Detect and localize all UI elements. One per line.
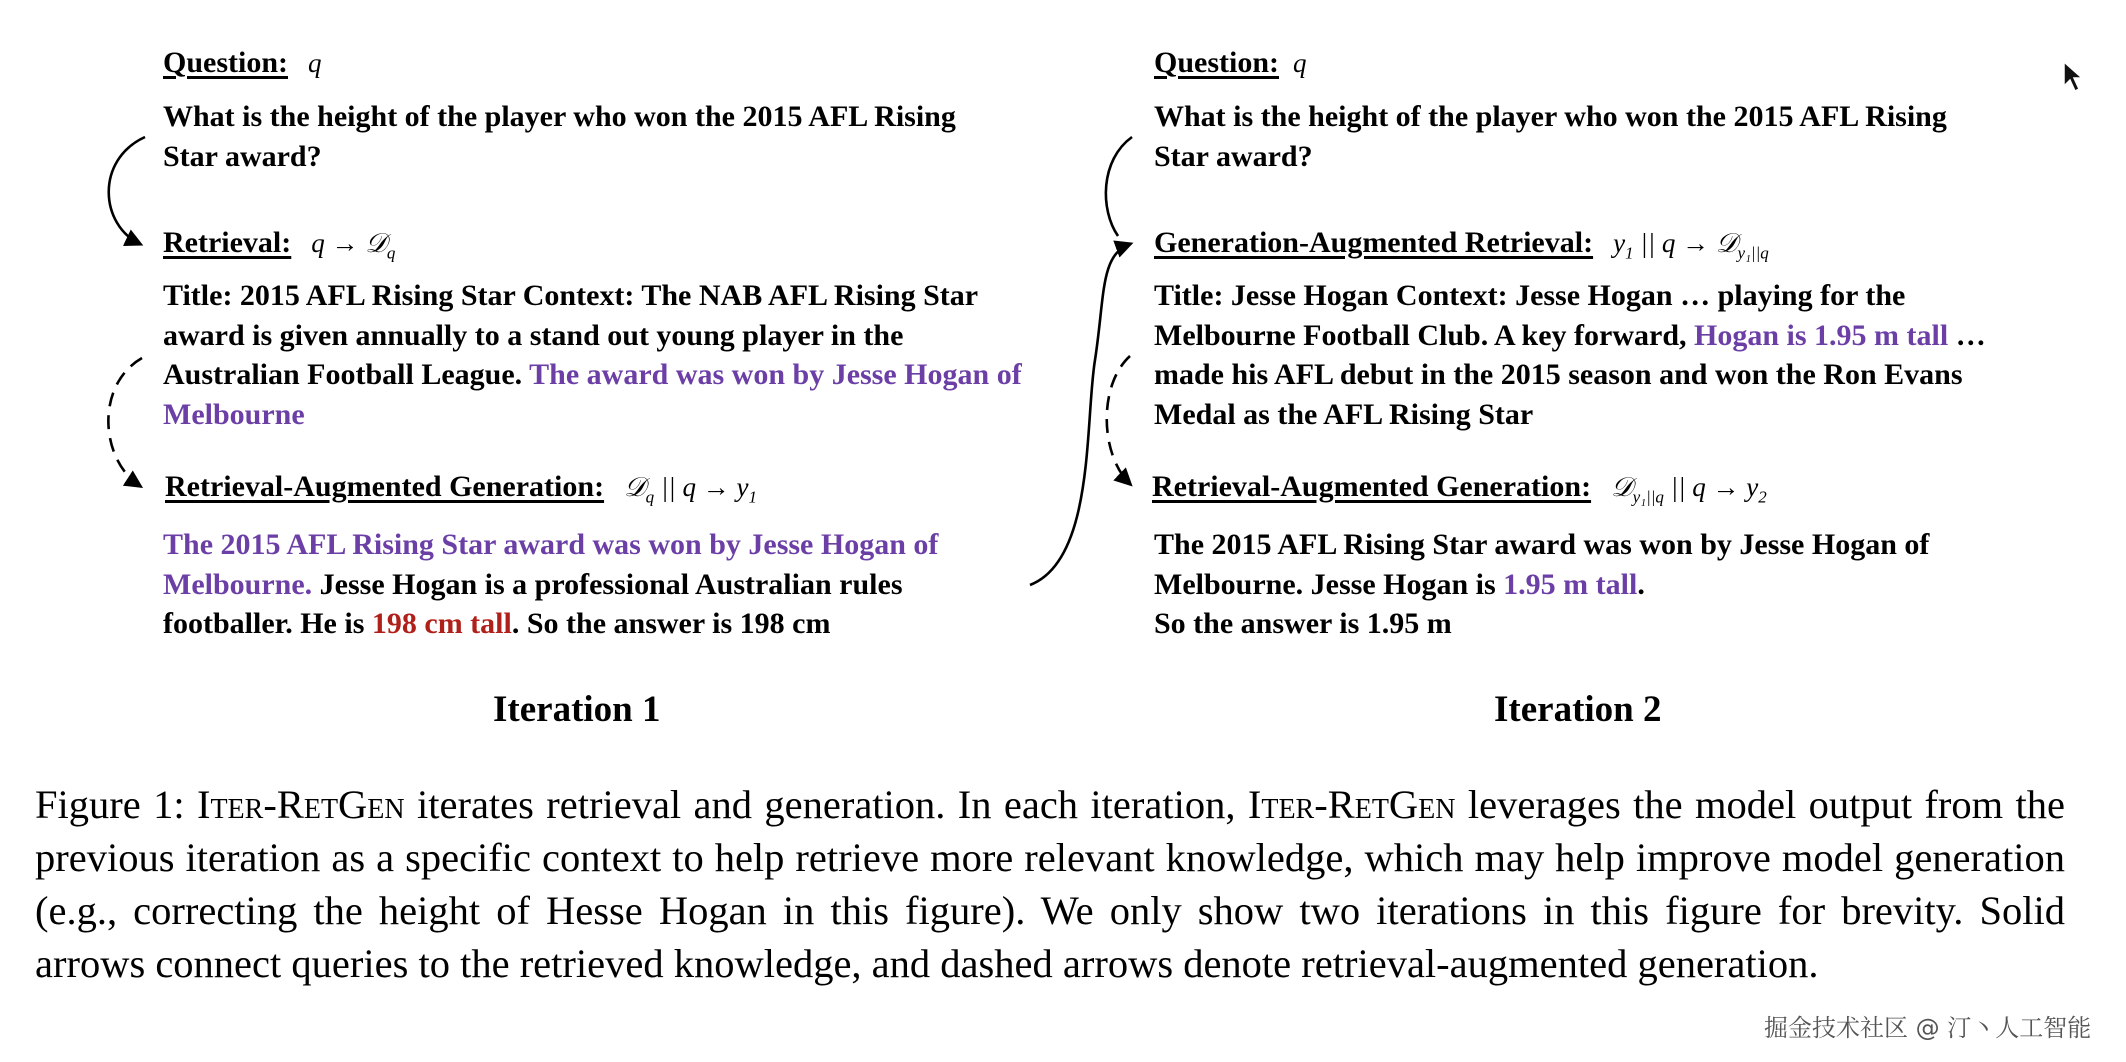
iter2-question-label: Question: [1154,46,1280,79]
iter1-solid-arrow [109,137,145,244]
iter2-dashed-arrow [1107,356,1130,484]
iter2-retrieval-formula: $y_1$ || q → 𝒟$_{y_1||q}$ [1613,228,1769,263]
iter2-generation-text: The 2015 AFL Rising Star award was won by Jesse Hogan of Melbourne. Jesse Hogan is 1.95 m tall. So the answer is 1.95 m [1154,528,1930,640]
iter1-retrieval-text: Title: 2015 AFL Rising Star Context: The NAB AFL Rising Star award is given annually to a stand out young player in the Australian Football League. The award was won by Jesse Hogan of Melbourne [163,279,1022,431]
watermark: 掘金技术社区 @ 汀丶人工智能 [1764,1014,2092,1042]
iter1-generation-label: Retrieval-Augmented Generation: [165,470,605,503]
iter2-question-text: What is the height of the player who won the 2015 AFL Rising Star award? [1154,100,1947,173]
iter1-retrieval-highlight: The award was won by Jesse Hogan of Melbourne [163,358,1022,431]
iter1-generation-highlight: The 2015 AFL Rising Star award was won by Jesse Hogan of Melbourne. [163,528,939,601]
cross-iteration-arrow [1030,244,1130,585]
iter2-question-symbol: q [1293,48,1307,78]
iter1-dashed-arrow [108,358,142,486]
iter2-title: Iteration 2 [1494,689,1662,730]
caption-method-name: Iter-RetGen [196,782,405,827]
iter1-question-text: What is the height of the player who won the 2015 AFL Rising Star award? [163,100,956,173]
iter1-question-label: Question: [163,46,289,79]
figure-caption: Figure 1: Iter-RetGen iterates retrieval and generation. In each iteration, Iter-RetGen leverages the model output from the previous iteration as a specific context to help retrieve more relevant knowledge, which may help improve model generation (e.g., correcting the height of Hesse Hogan in this figure). We only show two iterations in this figure for brevity. Solid arrows connect queries to the retrieved knowledge, and dashed arrows denote retrieval-augmented generation. [35,782,2065,986]
iter2-final-answer: So the answer is 1.95 m [1154,607,1452,640]
iter1-retrieval-formula: q → 𝒟$_q$ [311,228,396,263]
iter1-retrieval-label: Retrieval: [163,226,292,259]
caption-method-name: Iter-RetGen [1247,782,1456,827]
iter1-question-symbol: q [308,48,322,78]
iter1-generation-formula: 𝒟$_q$ || $q \to y_1$ [624,472,757,507]
iter1-title: Iteration 1 [493,689,661,730]
iter2-generation-label: Retrieval-Augmented Generation: [1152,470,1592,503]
iter2-retrieval-text: Title: Jesse Hogan Context: Jesse Hogan … playing for the Melbourne Football Club. A key forward, Hogan is 1.95 m tall … made his AFL debut in the 2015 season and won the Ron Evans Medal as the AFL Rising Star [1154,279,1986,431]
iter2-retrieval-label: Generation-Augmented Retrieval: [1154,226,1594,259]
iter1-wrong-height: 198 cm tall [371,607,512,640]
iter2-retrieval-highlight: Hogan is 1.95 m tall [1694,318,1949,352]
iter2-solid-arrow [1106,137,1132,236]
iter1-generation-text: The 2015 AFL Rising Star award was won by Jesse Hogan of Melbourne. Jesse Hogan is a professional Australian rules footballer. He is 198 cm tall. So the answer is 198 cm [163,528,939,640]
mouse-cursor-icon [2062,60,2086,96]
iter2-generation-formula: 𝒟$_{y_1||q}$ || $q \to y_2$ [1611,472,1767,507]
iter2-correct-height: 1.95 m tall [1503,567,1638,601]
